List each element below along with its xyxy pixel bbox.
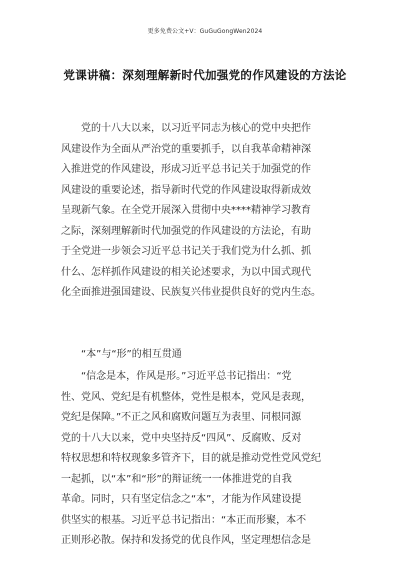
paragraph-line: 之际，深刻理解新时代加强党的作风建设的方法论，有助 (61, 225, 311, 237)
document-title: 党课讲稿：深刻理解新时代加强党的作风建设的方法论 (63, 68, 347, 82)
section-paragraph (61, 367, 351, 552)
intro-paragraph (61, 119, 351, 304)
paragraph-line: 一起抓，以“本”和“形”的辩证统一一体推进党的自我 (61, 473, 292, 485)
paragraph-line: 于全党进一步领会习近平总书记关于我们党为什么抓、抓 (61, 246, 311, 257)
paragraph-line: 党的十八大以来，党中央坚持反“四风”、反腐败、反对 (61, 432, 302, 444)
paragraph-line: 党的十八大以来，以习近平同志为核心的党中央把作 (81, 123, 311, 134)
paragraph-line: 什么、怎样抓作风建设的相关论述要求，为以中国式现代 (61, 266, 311, 278)
paragraph-line: “信念是本，作风是形。”习近平总书记指出：“党 (81, 371, 292, 382)
paragraph-line: 风建设作为全面从严治党的重要抓手，以自我革命精神深 (61, 143, 311, 155)
paragraph-line: 供坚实的根基。习近平总书记指出：“本正而形聚，本不 (61, 514, 307, 526)
section-heading-block (61, 345, 351, 366)
paragraph-line: 特权思想和特权现象多管齐下，目的就是推动党性党风党纪 (61, 453, 321, 464)
section-heading: “本”与“形”的相互贯通 (81, 349, 182, 360)
paragraph-line: 风建设的重要论述，指导新时代党的作风建设取得新成效 (61, 184, 311, 196)
paragraph-line: 呈现新气象。在全党开展深入贯彻中央****精神学习教育 (61, 205, 311, 216)
paragraph-line: 性、党风、党纪是有机整体，党性是根本，党风是表现， (61, 391, 311, 403)
paragraph-line: 党纪是保障。”不正之风和腐败问题互为表里、同根同源 (61, 412, 302, 423)
paragraph-line: 入推进党的作风建设，形成习近平总书记关于加强党的作 (61, 164, 311, 175)
header-note: 更多免费公文+V：GuGuGongWen2024 (147, 28, 263, 35)
paragraph-line: 革命。同时，只有坚定信念之“本”，才能为作风建设提 (61, 494, 302, 505)
paragraph-line: 化全面推进强国建设、民族复兴伟业提供良好的党内生态。 (61, 287, 321, 298)
paragraph-line: 正则形必散。保持和发扬党的优良作风，坚定理想信念是 (61, 535, 311, 546)
